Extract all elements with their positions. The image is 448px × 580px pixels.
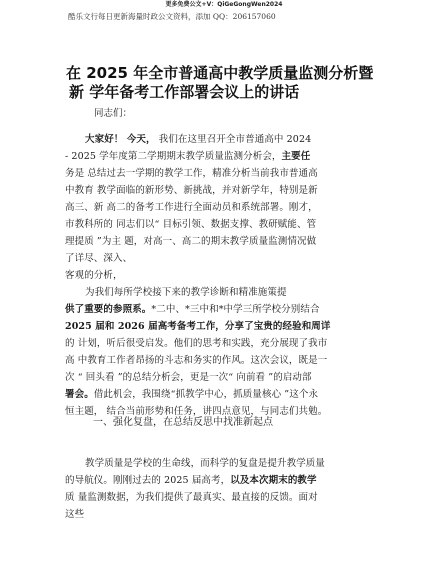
bold-phrase: 主要任 xyxy=(281,151,311,162)
text-line: 市教科所的 同志们以“ 目标引领、数据支撑、教研赋能、管 xyxy=(65,219,317,230)
text-line: 教学质量是学校的生命线，而科学的复盘是提升教学质量 xyxy=(85,458,326,469)
text-line: 恒主题， 结合当前形势和任务，讲四点意见，与同志们共勉。 xyxy=(65,406,328,417)
bold-phrase: 以及本次期末的教学 xyxy=(230,475,317,486)
text-line xyxy=(65,148,395,165)
text-line: 客观的分析， xyxy=(65,270,123,281)
bold-phrase: 2025 届和 2026 届高考备考工作， xyxy=(65,321,225,332)
text-line: 这些 xyxy=(65,509,85,520)
text-line: 理提质 ”为主 题，对高一、高二的期末教学质量监测情况做 xyxy=(65,236,317,247)
header-note: 酷乐文行每日更新海量时政公文资料，添加 QQ：206157060 xyxy=(68,12,276,21)
text-line: 高 中教育工作者昂扬的斗志和务实的作风。这次会议，既是一 xyxy=(65,355,328,366)
text-line xyxy=(65,318,395,335)
bold-phrase: 署会。 xyxy=(65,389,94,400)
text-line: 的 计划，听后很受启发。他们的思考和实践，充分展现了我市 xyxy=(65,338,328,349)
text-line: 为我们每所学校接下来的教学诊断和精准施策提 xyxy=(85,287,287,298)
text-line: 了详尽、深入、 xyxy=(65,253,133,264)
text-run: *二中、*三中和*中学三所学校分别结合 xyxy=(151,304,320,315)
text-line xyxy=(65,386,395,403)
paragraph-2 xyxy=(65,455,395,523)
text-run: 的导航仪。刚刚过去的 2025 届高考， xyxy=(65,475,231,486)
text-line xyxy=(65,472,395,489)
text-line: 次 “ 回头看 ”的总结分析会，更是一次“ 向前看 ”的启动部 xyxy=(65,372,312,383)
text-line: 高三、新 高二的备考工作进行全面动员和系统部署。刚才， xyxy=(65,202,318,213)
document-title xyxy=(62,64,392,102)
bold-phrase: 分享了宝贵的经验和周详 xyxy=(224,321,331,332)
text-line: 中教育 教学面临的新形势、新挑战，并对新学年，特别是新 xyxy=(65,185,318,196)
text-line: 质 量监测数据，为我们提供了最真实、最直接的反馈。面对 xyxy=(65,492,318,503)
salutation: 同志们： xyxy=(94,108,133,119)
section-heading-1: 一、强化复盘，在总结反思中找准新起点 xyxy=(93,417,273,428)
text-line: 务是 总结过去一学期的教学工作，精准分析当前我市普通高 xyxy=(65,168,318,179)
bold-phrase: 大家好！ 今天， xyxy=(85,134,156,145)
title-line-2: 新 学年备考工作部署会议上的讲话 xyxy=(69,83,300,101)
text-line xyxy=(65,301,395,318)
text-run: - 2025 学年度第二学期期末教学质量监测分析会， xyxy=(65,151,282,162)
paragraph-1 xyxy=(65,131,395,420)
download-banner: 更多免费公文+V：QiGeGongWen2024 xyxy=(165,1,283,8)
title-line-1: 在 2025 年全市普通高中教学质量监测分析暨 xyxy=(66,64,374,82)
text-run: 我们在这里召开全市普通高中 2024 xyxy=(155,134,312,145)
bold-phrase: 供了重要的参照系。 xyxy=(65,304,152,315)
text-line xyxy=(65,131,395,148)
text-run: 借此机会，我围绕“抓教学中心，抓质量核心 ”这个永 xyxy=(93,389,319,400)
